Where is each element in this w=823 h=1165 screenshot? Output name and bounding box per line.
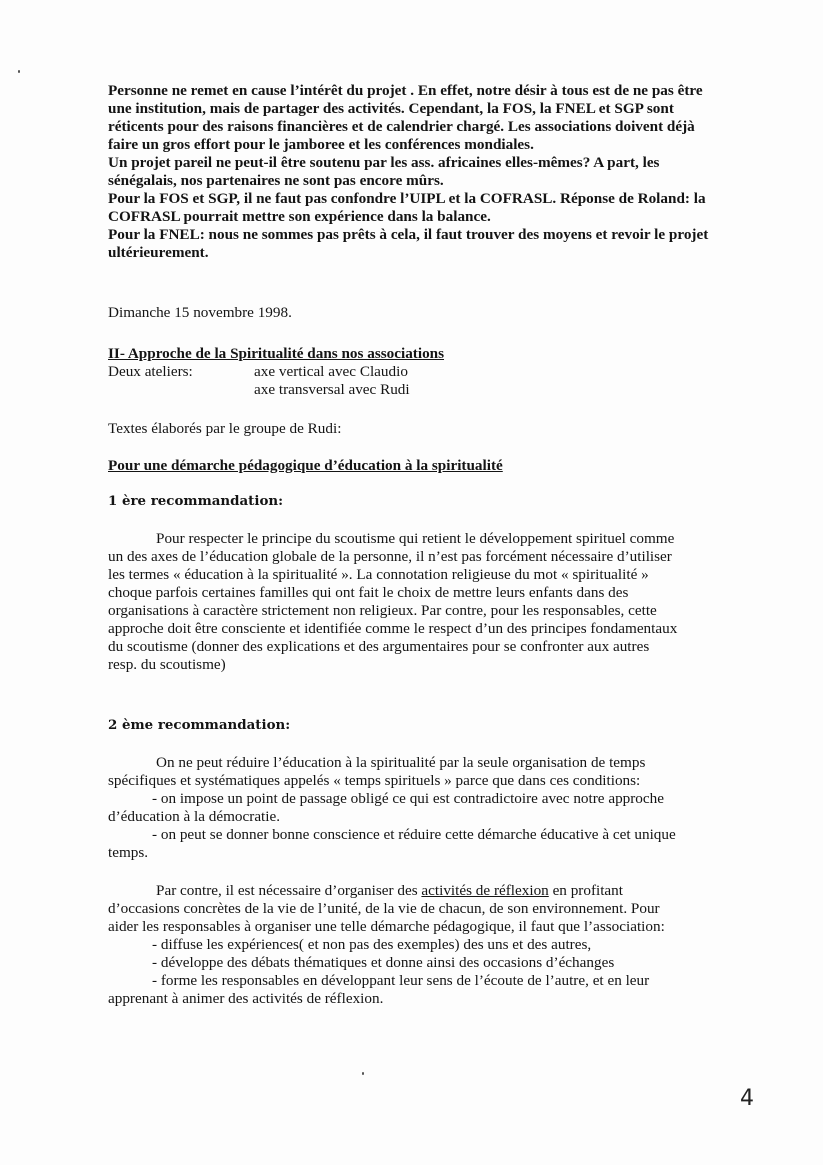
section-2 [108,345,748,399]
rec2-para2-line: apprenant à animer des activités de réflexion. [108,990,384,1007]
rec1-heading: 1 ère recommandation: [108,493,284,509]
intro-line: Pour la FNEL: nous ne sommes pas prêts à cela, il faut trouver des moyens et revoir le projet [108,226,709,243]
rec2-para2-line: d’occasions concrètes de la vie de l’unité, de la vie de chacun, de son environnement. Pour [108,900,660,917]
rec2-line: temps. [108,844,149,861]
rec1-line: resp. du scoutisme) [108,656,226,673]
rec1-line: un des axes de l’éducation globale de la personne, il n’est pas forcément nécessaire d’utiliser [108,548,672,565]
rec2-para2-line: aider les responsables à organiser une telle démarche pédagogique, il faut que l’association: [108,918,665,935]
rec1-line: Pour respecter le principe du scoutisme qui retient le développement spirituel comme [156,530,675,547]
intro-line: réticents pour des raisons financières et de calendrier chargé. Les associations doivent déjà [108,118,695,135]
rec1-line: approche doit être consciente et identifiée comme le respect d’un des principes fondamentaux [108,620,678,637]
date-line: Dimanche 15 novembre 1998. [108,304,292,321]
workshop-item: axe vertical avec Claudio [254,363,408,380]
texts-intro: Textes élaborés par le groupe de Rudi: [108,420,342,437]
page-number: 4 [740,1086,754,1111]
intro-line: Personne ne remet en cause l’intérêt du projet . En effet, notre désir à tous est de ne pas être [108,82,703,99]
intro-line: ultérieurement. [108,244,209,261]
rec2-para2-line: - diffuse les expériences( et non pas des exemples) des uns et des autres, [152,936,592,953]
rec2-line: On ne peut réduire l’éducation à la spiritualité par la seule organisation de temps [156,754,646,771]
workshops-row [108,363,748,381]
rec2-line: - on impose un point de passage obligé ce qui est contradictoire avec notre approche [152,790,664,807]
workshops-row [108,381,748,399]
section-heading: II- Approche de la Spiritualité dans nos associations [108,345,445,362]
rec2-para2-line: - forme les responsables en développant leur sens de l’écoute de l’autre, et en leur [152,972,650,989]
intro-line: une institution, mais de partager des activités. Cependant, la FOS, la FNEL et SGP sont [108,100,674,117]
scan-speck [362,1072,364,1075]
intro-line: sénégalais, nos partenaires ne sont pas encore mûrs. [108,172,444,189]
rec2-para2-first-line: Par contre, il est nécessaire d’organiser des activités de réflexion en profitant [156,882,623,899]
intro-paragraph [108,82,748,262]
intro-line: Un projet pareil ne peut-il être soutenu par les ass. africaines elles-mêmes? A part, les [108,154,660,171]
rec2-paragraph-1 [108,754,748,862]
rec1-line: choque parfois certaines familles qui ont fait le choix de mettre leurs enfants dans des [108,584,629,601]
rec1-line: les termes « éducation à la spiritualité ». La connotation religieuse du mot « spiritualité » [108,566,649,583]
rec2-heading: 2 ème recommandation: [108,717,291,733]
rec2-line: - on peut se donner bonne conscience et réduire cette démarche éducative à cet unique [152,826,676,843]
rec1-paragraph [108,530,748,674]
scan-speck [18,70,20,73]
rec1-line: organisations à caractère strictement non religieux. Par contre, pour les responsables, cette [108,602,657,619]
rec2-line: d’éducation à la démocratie. [108,808,281,825]
rec2-para2-line: - développe des débats thématiques et donne ainsi des occasions d’échanges [152,954,615,971]
intro-line: faire un gros effort pour le jamboree et les conférences mondiales. [108,136,534,153]
intro-line: COFRASL pourrait mettre son expérience dans la balance. [108,208,491,225]
rec2-line: spécifiques et systématiques appelés « temps spirituels » parce que dans ces conditions: [108,772,641,789]
rec1-line: du scoutisme (donner des explications et des argumentaires pour se confronter aux autres [108,638,650,655]
workshops-label: Deux ateliers: [108,363,193,380]
intro-line: Pour la FOS et SGP, il ne faut pas confondre l’UIPL et la COFRASL. Réponse de Roland: la [108,190,706,207]
rec2-paragraph-2 [108,882,748,1008]
reflection-activities-underlined: activités de réflexion [421,882,549,899]
workshop-item: axe transversal avec Rudi [254,381,410,398]
document-title: Pour une démarche pédagogique d’éducation à la spiritualité [108,457,503,474]
